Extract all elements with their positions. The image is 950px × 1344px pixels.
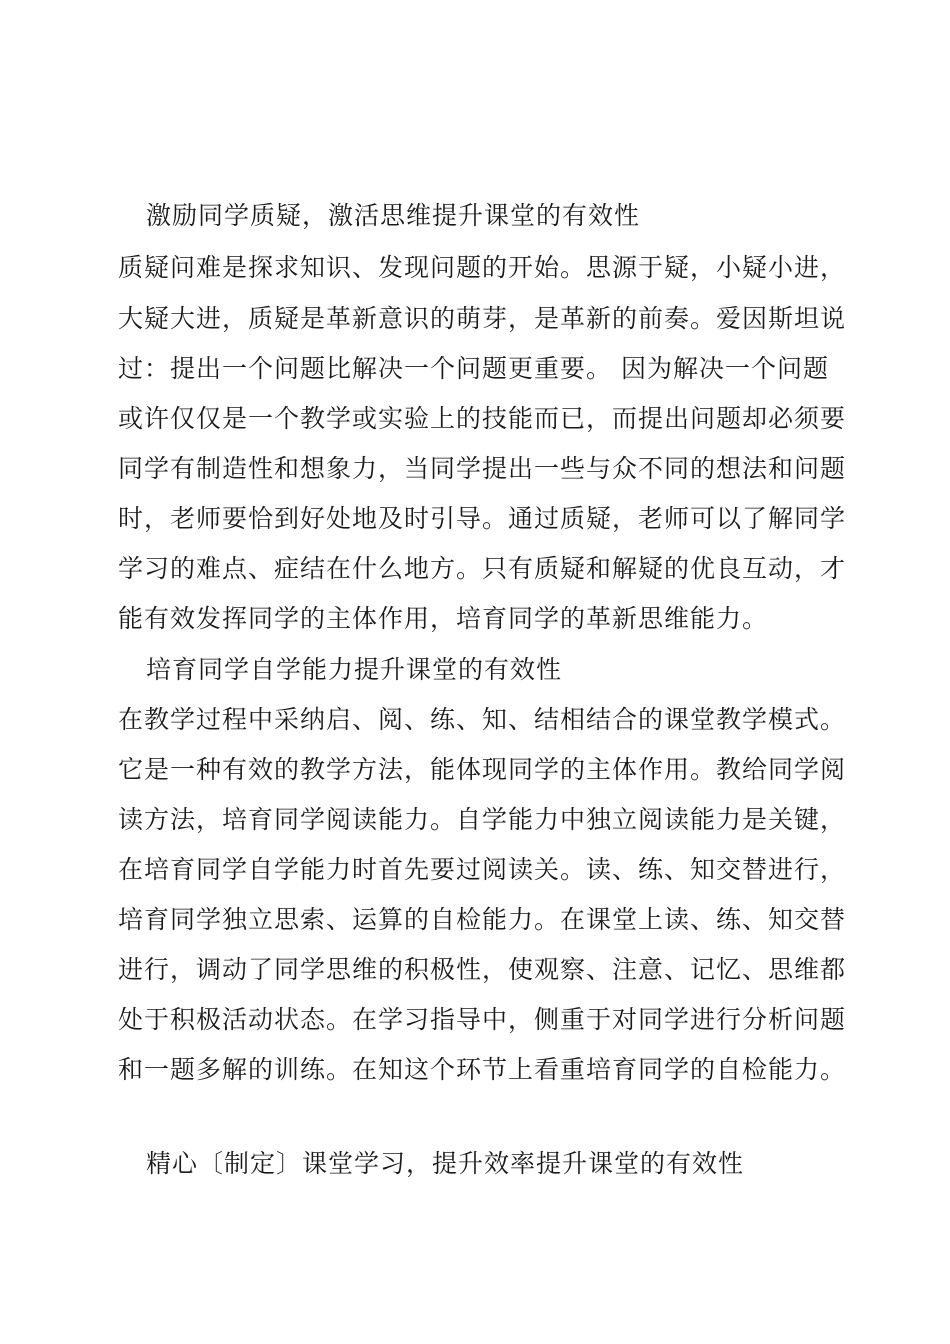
paragraph-line: 进行，调动了同学思维的积极性，使观察、注意、记忆、思维都 (118, 955, 847, 984)
paragraph-line: 或许仅仅是一个教学或实验上的技能而已，而提出问题却必须要 (118, 404, 847, 433)
paragraph-line: 学习的难点、症结在什么地方。只有质疑和解疑的优良互动，才 (118, 554, 847, 583)
paragraph-line: 培育同学独立思索、运算的自检能力。在课堂上读、练、知交替 (118, 905, 847, 934)
paragraph-line: 过：提出一个问题比解决一个问题更重要。 因为解决一个问题 (118, 354, 829, 383)
paragraph-line: 大疑大进，质疑是革新意识的萌芽，是革新的前奏。爱因斯坦说 (118, 304, 847, 333)
paragraph-line: 能有效发挥同学的主体作用，培育同学的革新思维能力。 (118, 604, 769, 633)
section-heading-self-study: 培育同学自学能力提升课堂的有效性 (146, 655, 563, 684)
section-heading-classroom-design: 精心〔制定〕课堂学习，提升效率提升课堂的有效性 (146, 1149, 745, 1178)
paragraph-line: 读方法，培育同学阅读能力。自学能力中独立阅读能力是关键， (118, 805, 847, 834)
paragraph-line: 在培育同学自学能力时首先要过阅读关。读、练、知交替进行， (118, 855, 847, 884)
paragraph-line: 它是一种有效的教学方法，能体现同学的主体作用。教给同学阅 (118, 755, 847, 784)
paragraph-line: 在教学过程中采纳启、阅、练、知、结相结合的课堂教学模式。 (118, 705, 847, 734)
paragraph-line: 处于积极活动状态。在学习指导中，侧重于对同学进行分析问题 (118, 1005, 847, 1034)
paragraph-line: 质疑问难是探求知识、发现问题的开始。思源于疑，小疑小进， (118, 253, 847, 282)
paragraph-line: 同学有制造性和想象力，当同学提出一些与众不同的想法和问题 (118, 454, 847, 483)
paragraph-line: 和一题多解的训练。在知这个环节上看重培育同学的自检能力。 (118, 1055, 847, 1084)
section-heading-questioning: 激励同学质疑，激活思维提升课堂的有效性 (146, 201, 641, 230)
paragraph-line: 时，老师要恰到好处地及时引导。通过质疑，老师可以了解同学 (118, 504, 847, 533)
